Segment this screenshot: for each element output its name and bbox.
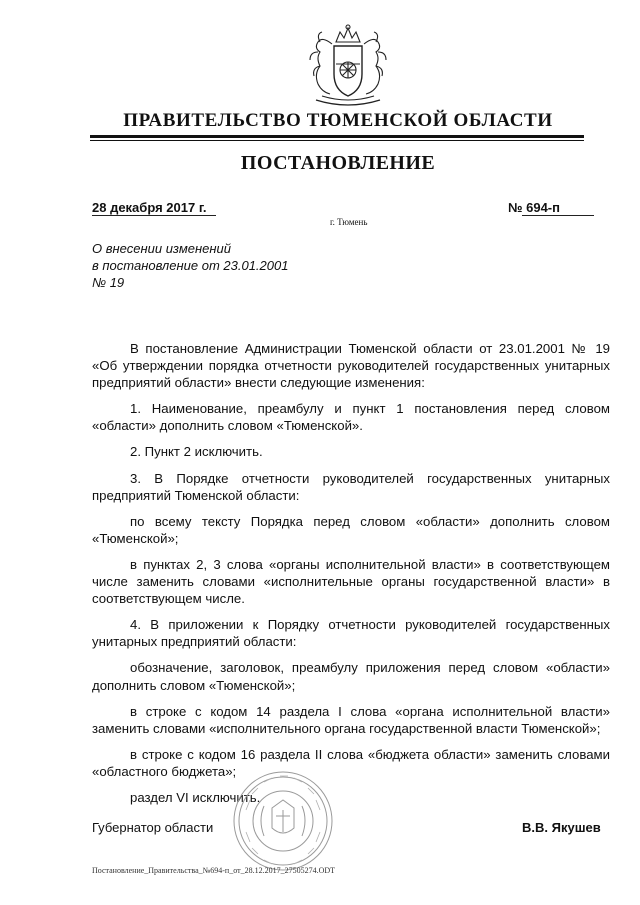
coat-of-arms-icon — [296, 22, 400, 114]
seal-icon — [232, 770, 334, 872]
body-paragraph: по всему тексту Порядка перед словом «области» дополнить словом «Тюменской»; — [92, 513, 610, 546]
document-type: ПОСТАНОВЛЕНИЕ — [240, 152, 436, 174]
body-paragraph: 3. В Порядке отчетности руководителей государственных унитарных предприятий Тюменской области: — [92, 470, 610, 503]
document-body — [92, 340, 610, 806]
document-number: № 694-п — [508, 200, 560, 215]
subject-line: № 19 — [92, 275, 125, 290]
body-paragraph: раздел VI исключить. — [130, 789, 261, 805]
body-paragraph: в строке с кодом 14 раздела I слова «органа исполнительной власти» заменить словами «исполнительного органа государственной власти Тюменской»; — [92, 703, 610, 736]
subject-line: в постановление от 23.01.2001 — [92, 258, 289, 273]
body-paragraph: в строке с кодом 16 раздела II слова «бюджета области» заменить словами «областного бюджета»; — [92, 746, 610, 779]
signatory-title: Губернатор области — [92, 820, 214, 835]
body-paragraph: 1. Наименование, преамбулу и пункт 1 постановления перед словом «области» дополнить словом «Тюменской». — [92, 401, 610, 434]
file-footer: Постановление_Правительства_№694-п_от_28.12.2017_27505274.ODT — [92, 866, 336, 875]
body-paragraph: обозначение, заголовок, преамбулу приложения перед словом «области» дополнить словом «Тюменской»; — [92, 660, 610, 693]
organization-title: ПРАВИТЕЛЬСТВО ТЮМЕНСКОЙ ОБЛАСТИ — [123, 110, 553, 131]
date-underline — [92, 215, 216, 216]
header-rule-thick — [90, 135, 584, 138]
body-paragraph: в пунктах 2, 3 слова «органы исполнительной власти» в соответствующем числе заменить словами «исполнительные органы государственной власти» в соответствующем числе. — [92, 556, 610, 607]
number-underline — [522, 215, 594, 216]
document-date: 28 декабря 2017 г. — [92, 200, 207, 215]
city-label: г. Тюмень — [330, 217, 368, 227]
body-paragraph: 2. Пункт 2 исключить. — [130, 444, 263, 460]
body-paragraph: 4. В приложении к Порядку отчетности руководителей государственных унитарных предприятий области: — [92, 617, 610, 650]
document-subject — [92, 240, 352, 291]
header-rule-thin — [90, 140, 584, 141]
body-paragraph: В постановление Администрации Тюменской области от 23.01.2001 № 19 «Об утверждении порядка отчетности руководителей государственных унитарных предприятий области» внести следующие изменения: — [92, 341, 610, 391]
subject-line: О внесении изменений — [92, 241, 231, 256]
signatory-name: В.В. Якушев — [522, 820, 601, 835]
